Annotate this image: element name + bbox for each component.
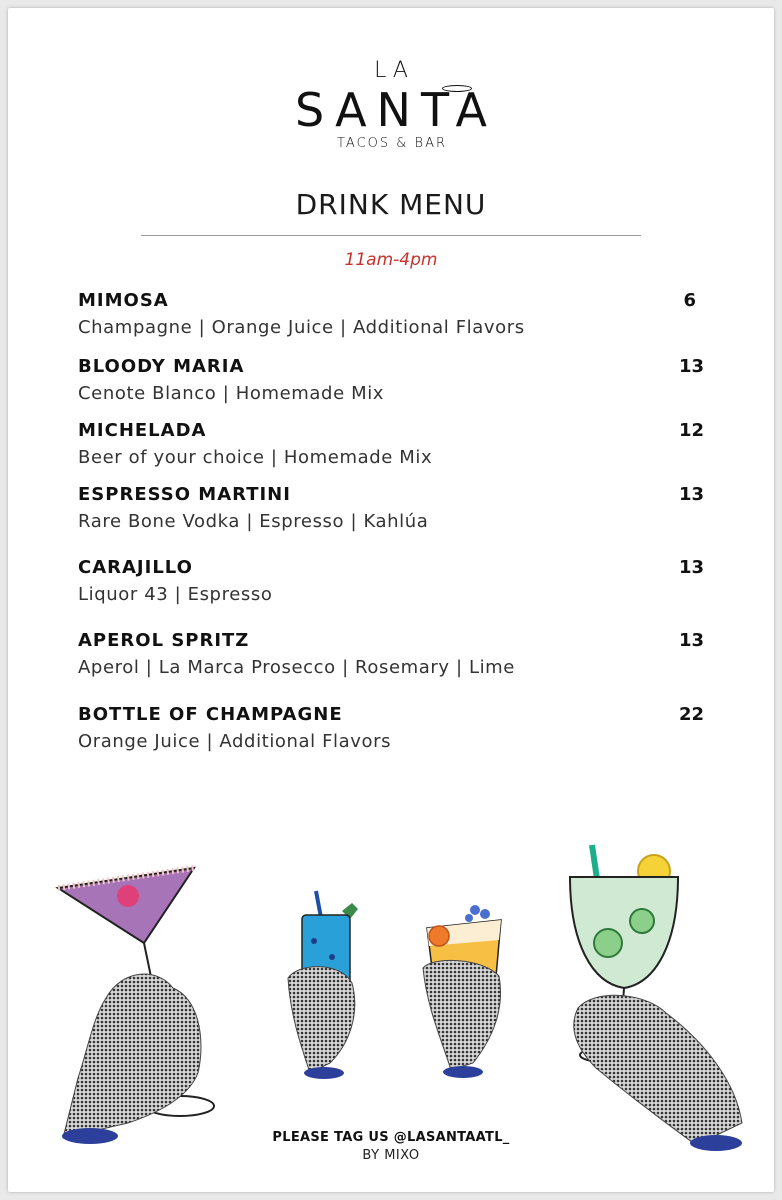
item-description: Liquor 43 | Espresso [78, 584, 273, 605]
brand-name: SANTA [295, 83, 497, 137]
hours-label: 11am-4pm [344, 250, 438, 270]
item-price: 13 [678, 356, 704, 377]
item-name: MIMOSA [78, 290, 169, 311]
hand-holding-blue-cocktail-icon [280, 883, 370, 1083]
hand-holding-gin-tonic-icon [556, 843, 756, 1153]
brand-subtitle: TACOS & BAR [337, 136, 447, 151]
item-name: BLOODY MARIA [78, 356, 245, 377]
item-price: 13 [678, 484, 704, 505]
item-description: Beer of your choice | Homemade Mix [78, 447, 433, 468]
item-description: Aperol | La Marca Prosecco | Rosemary | Lime [78, 657, 515, 678]
page-title: DRINK MENU [295, 188, 487, 221]
item-description: Rare Bone Vodka | Espresso | Kahlúa [78, 511, 429, 532]
item-name: ESPRESSO MARTINI [78, 484, 291, 505]
social-tag: PLEASE TAG US @LASANTAATL_ [272, 1130, 510, 1145]
item-description: Orange Juice | Additional Flavors [78, 731, 392, 752]
item-price: 13 [678, 557, 704, 578]
item-description: Champagne | Orange Juice | Additional Flavors [78, 317, 525, 338]
item-name: APEROL SPRITZ [78, 630, 250, 651]
hand-holding-orange-cocktail-icon [413, 898, 513, 1083]
item-price: 22 [678, 704, 704, 725]
hand-holding-martini-icon [48, 848, 218, 1148]
item-price: 6 [683, 290, 696, 311]
item-name: BOTTLE OF CHAMPAGNE [78, 704, 343, 725]
item-description: Cenote Blanco | Homemade Mix [78, 383, 385, 404]
item-name: CARAJILLO [78, 557, 193, 578]
footer-credit: BY MIXO [362, 1148, 420, 1163]
item-name: MICHELADA [78, 420, 207, 441]
menu-page [8, 8, 774, 1192]
title-divider [141, 235, 641, 236]
item-price: 12 [678, 420, 704, 441]
halo-icon [442, 85, 472, 92]
item-price: 13 [678, 630, 704, 651]
brand-line-la: LA [374, 58, 414, 83]
